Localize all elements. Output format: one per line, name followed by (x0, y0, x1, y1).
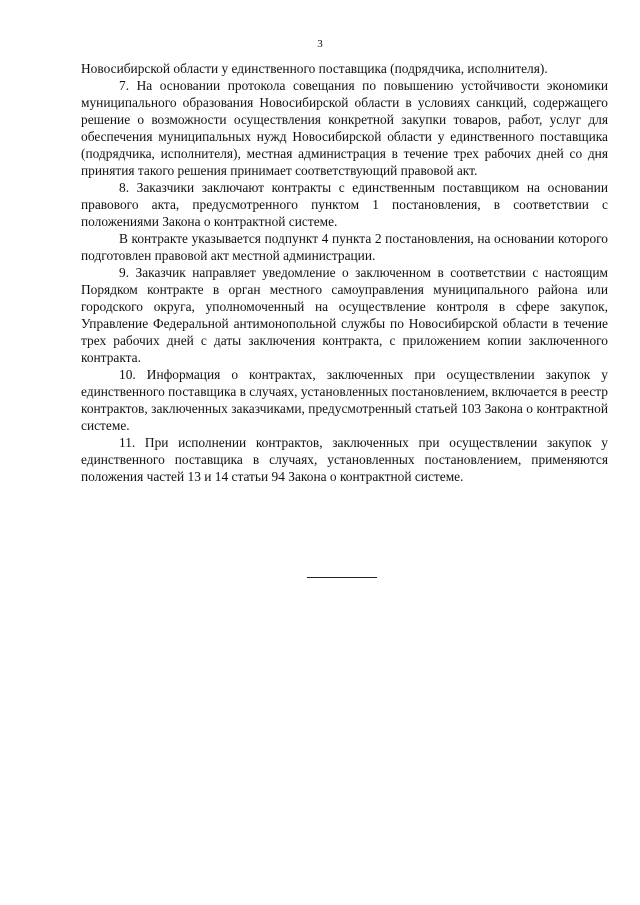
paragraph-item-8: 8. Заказчики заключают контракты с единственным поставщиком на основании правового акта, предусмотренного пунктом 1 постановления, в соответствии с положениями Закона о контрактной системе. (81, 180, 608, 229)
paragraph-item-10: 10. Информация о контрактах, заключенных при осуществлении закупок у единственного поставщика в случаях, установленных постановлением, включается в реестр контрактов, заключенных заказчиками, предусмотренный статьей 103 Закона о контрактной системе. (81, 367, 608, 433)
paragraph-item-11: 11. При исполнении контрактов, заключенных при осуществлении закупок у единственного поставщика в случаях, установленных постановлением, применяются положения частей 13 и 14 статьи 94 Закона о контрактной системе. (81, 435, 608, 484)
paragraph-continuation: Новосибирской области у единственного поставщика (подрядчика, исполнителя). (81, 61, 548, 76)
paragraph-contract-note: В контракте указывается подпункт 4 пункта 2 постановления, на основании которого подготовлен правовой акт местной администрации. (81, 231, 608, 263)
page-number: 3 (317, 38, 323, 50)
document-body (81, 60, 608, 485)
paragraph-item-7: 7. На основании протокола совещания по повышению устойчивости экономики муниципального образования Новосибирской области в условиях санкций, содержащего решение о возможности осуществления конкретной закупки товаров, работ, услуг для обеспечения муниципальных нужд Новосибирской области у единственного поставщика (подрядчика, исполнителя), местная администрация в течение трех рабочих дней со дня принятия такого решения принимает соответствующий правовой акт. (81, 78, 608, 178)
end-separator-line (307, 577, 377, 578)
paragraph-item-9: 9. Заказчик направляет уведомление о заключенном в соответствии с настоящим Порядком контракте в орган местного самоуправления муниципального района или городского округа, уполномоченный на осуществление контроля в сфере закупок, Управление Федеральной антимонопольной службы по Новосибирской области в течение трех рабочих дней с даты заключения контракта, с приложением копии заключенного контракта. (81, 265, 608, 365)
